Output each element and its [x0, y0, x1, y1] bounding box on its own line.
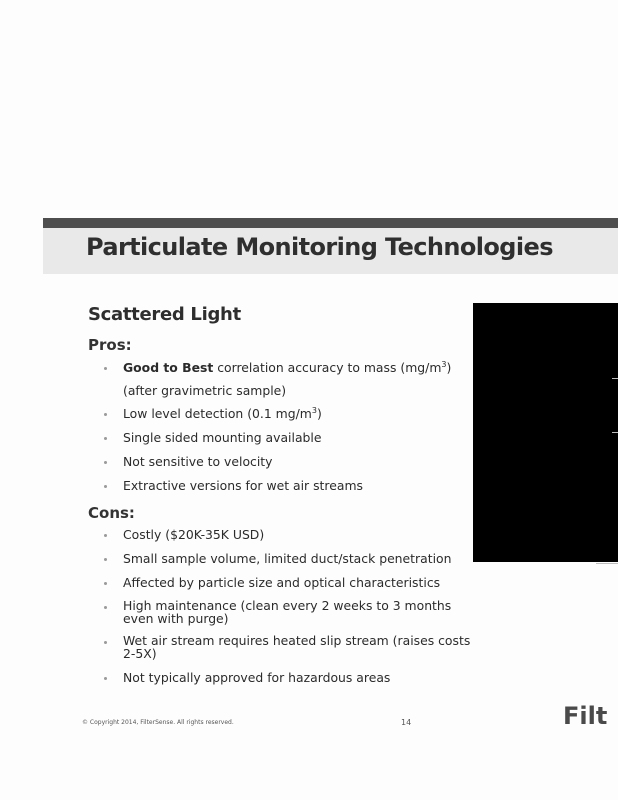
pros-item-text: Not sensitive to velocity: [123, 454, 273, 469]
cons-item: [102, 670, 472, 686]
pros-item-line: [123, 406, 472, 422]
pros-item-line: [123, 360, 472, 376]
superscript: 3: [441, 359, 447, 369]
bullet-icon: [104, 677, 107, 680]
pros-item-text: Single sided mounting available: [123, 430, 322, 445]
bullet-icon: [104, 367, 107, 370]
pros-item: [102, 454, 472, 470]
pros-item: [102, 430, 472, 446]
bullet-icon: [104, 485, 107, 488]
cons-list: [102, 527, 472, 686]
company-logo: Filt: [563, 702, 608, 730]
bullet-icon: [104, 606, 107, 609]
edge-tick: [596, 563, 618, 564]
cons-item-text: Wet air stream requires heated slip stream (raises costs: [123, 633, 471, 648]
pros-item: [102, 478, 472, 494]
bullet-icon: [104, 534, 107, 537]
bullet-icon: [104, 558, 107, 561]
bullet-icon: [104, 582, 107, 585]
bullet-icon: [104, 437, 107, 440]
section-heading: Scattered Light: [88, 304, 241, 325]
bullet-icon: [104, 461, 107, 464]
pros-item-text-after: ): [446, 360, 452, 375]
cons-item: [102, 551, 472, 567]
cons-item: [102, 575, 472, 591]
edge-tick: [612, 378, 618, 379]
edge-tick: [612, 432, 618, 433]
cons-label: Cons:: [88, 504, 135, 522]
cons-item: [102, 634, 472, 660]
footer-page-number: 14: [401, 718, 412, 727]
cons-item: [102, 527, 472, 543]
cons-item-line2: 2-5X): [123, 646, 157, 661]
pros-item-text: Extractive versions for wet air streams: [123, 478, 363, 493]
cons-item-text: High maintenance (clean every 2 weeks to 3 months: [123, 598, 452, 613]
cons-item: [102, 599, 472, 625]
bullet-icon: [104, 641, 107, 644]
pros-item-emphasis: Good to Best: [123, 360, 214, 375]
cons-item-text: Small sample volume, limited duct/stack penetration: [123, 551, 452, 566]
title-rule: [43, 218, 618, 228]
pros-list: [102, 360, 472, 494]
pros-item: [102, 406, 472, 422]
pros-label: Pros:: [88, 336, 132, 354]
pros-item-line2: (after gravimetric sample): [123, 383, 287, 398]
pros-item-text: correlation accuracy to mass (mg/m: [213, 360, 442, 375]
cons-item-line2: even with purge): [123, 611, 229, 626]
cons-item-text: Not typically approved for hazardous areas: [123, 670, 391, 685]
cons-item-text: Affected by particle size and optical characteristics: [123, 575, 441, 590]
bullet-icon: [104, 413, 107, 416]
pros-item: [102, 360, 472, 399]
redaction-box: [473, 303, 618, 562]
pros-item-text: Low level detection (0.1 mg/m: [123, 406, 312, 421]
cons-item-text: Costly ($20K-35K USD): [123, 527, 265, 542]
pros-item-text-after: ): [316, 406, 322, 421]
slide-title: Particulate Monitoring Technologies: [86, 233, 553, 261]
superscript: 3: [311, 405, 317, 415]
footer-copyright: © Copyright 2014, FilterSense. All rights reserved.: [82, 719, 234, 726]
